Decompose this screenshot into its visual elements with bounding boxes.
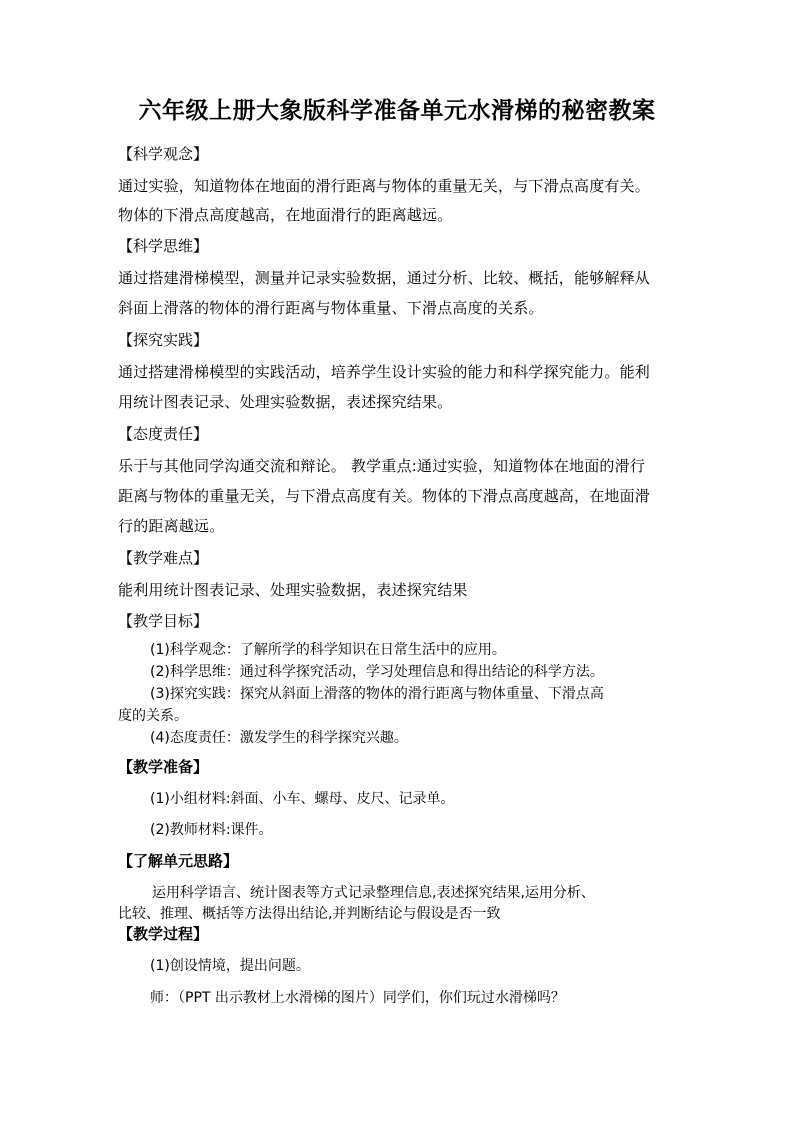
paragraph-line: 通过搭建滑梯模型，测量并记录实验数据，通过分析、比较、概括，能够解释从 (118, 269, 651, 287)
heading-teaching-difficulty: 【教学难点】 (118, 549, 209, 567)
paragraph-line: 用统计图表记录、处理实验数据，表述探究结果。 (118, 393, 453, 411)
document-title: 六年级上册大象版科学准备单元水滑梯的秘密教案 (138, 97, 656, 124)
paragraph-line: 斜面上滑落的物体的滑行距离与物体重量、下滑点高度的关系。 (118, 299, 544, 317)
paragraph-line: 运用科学语言、统计图表等方式记录整理信息,表述探究结果,运用分析、 (152, 885, 595, 901)
paragraph-line: 能利用统计图表记录、处理实验数据，表述探究结果 (118, 581, 468, 599)
paragraph-line: 行的距离越远。 (118, 517, 225, 535)
heading-unit-approach: 【了解单元思路】 (118, 852, 239, 870)
heading-teaching-goals: 【教学目标】 (118, 612, 209, 630)
paragraph-line: 距离与物体的重量无关，与下滑点高度有关。物体的下滑点高度越高，在地面滑 (118, 487, 651, 505)
paragraph-line: 通过实验，知道物体在地面的滑行距离与物体的重量无关，与下滑点高度有关。 (118, 177, 651, 195)
heading-inquiry-practice: 【探究实践】 (118, 331, 209, 349)
process-item: (1)创设情境，提出问题。 (150, 958, 310, 974)
paragraph-line: 乐于与其他同学沟通交流和辩论。 教学重点:通过实验，知道物体在地面的滑行 (118, 457, 646, 475)
prep-item: (1)小组材料:斜面、小车、螺母、皮尺、记录单。 (150, 791, 455, 807)
heading-science-concept: 【科学观念】 (118, 145, 209, 163)
heading-teaching-process: 【教学过程】 (118, 925, 209, 943)
heading-teaching-preparation: 【教学准备】 (118, 758, 209, 776)
process-item: 师：（PPT 出示教材上水滑梯的图片）同学们，你们玩过水滑梯吗？ (150, 990, 565, 1006)
goal-item: (1)科学观念：了解所学的科学知识在日常生活中的应用。 (150, 642, 506, 658)
goal-item: (2)科学思维：通过科学探究活动，学习处理信息和得出结论的科学方法。 (150, 664, 604, 680)
paragraph-line: 物体的下滑点高度越高，在地面滑行的距离越远。 (118, 206, 453, 224)
paragraph-line: 通过搭建滑梯模型的实践活动，培养学生设计实验的能力和科学探究能力。能利 (118, 363, 651, 381)
goal-item: (4)态度责任：激发学生的科学探究兴趣。 (150, 730, 408, 746)
paragraph-line: 比较、推理、概括等方法得出结论,并判断结论与假设是否一致 (118, 906, 501, 922)
heading-attitude: 【态度责任】 (118, 425, 209, 443)
goal-item-continuation: 度的关系。 (118, 708, 188, 724)
prep-item: (2)教师材料:课件。 (150, 822, 273, 838)
goal-item: (3)探究实践：探究从斜面上滑落的物体的滑行距离与物体重量、下滑点高 (150, 686, 604, 702)
heading-science-thinking: 【科学思维】 (118, 237, 209, 255)
